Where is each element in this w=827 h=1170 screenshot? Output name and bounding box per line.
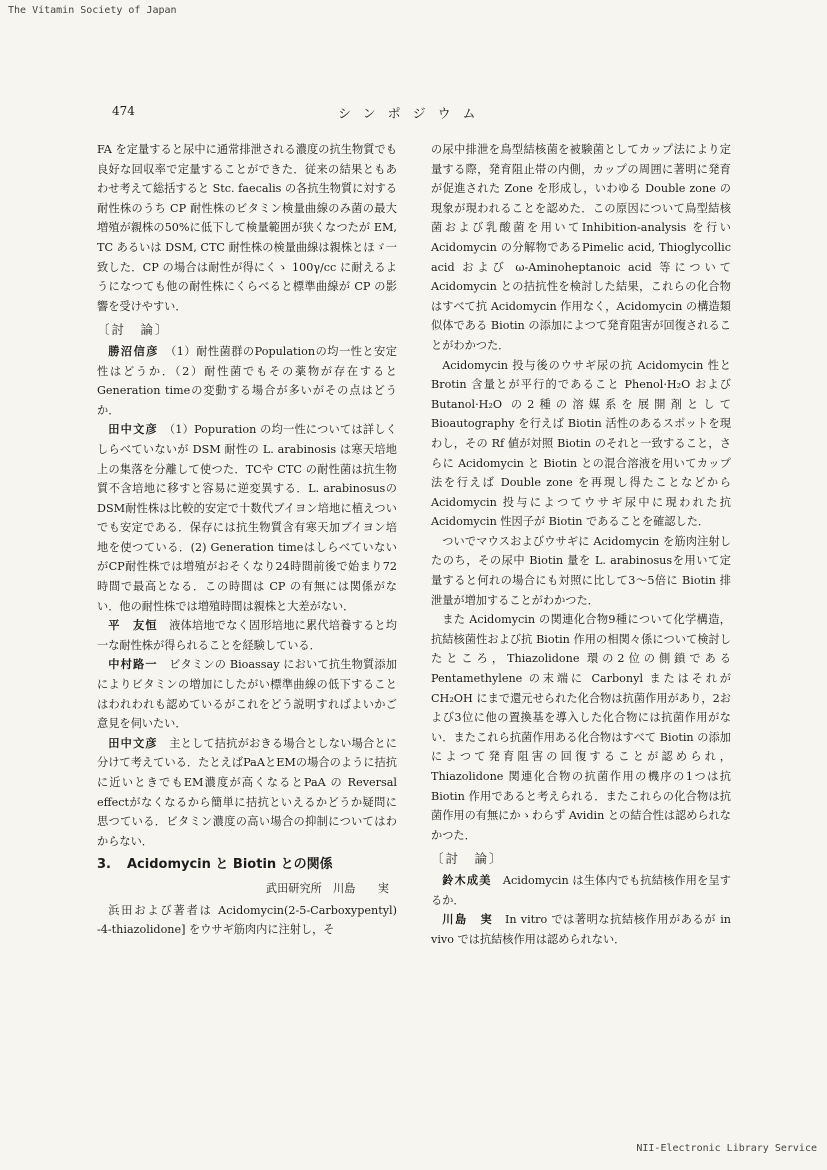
speaker: 勝沼信彦: [108, 343, 159, 358]
paragraph: 浜田および著者は Acidomycin(2-5-Carboxypentyl) -4-thiazolidone] をウサギ筋肉内に注射し，そ: [97, 903, 397, 937]
paragraph: Acidomycin 投与後のウサギ尿の抗 Acidomycin 性と Brotin 含量とが平行的であること Phenol·H₂O および Butanol·H₂O の2種の溶媒系を展開剤として Bioautography を行えば Biotin 活性のあるスポットを現わし，その Rf 値が対照 Biotin のそれと一致すること，さらに Acidomycin と Biotin との混合溶液を用いてカップ法を行えば Double zone を再現し得たことなどから Acidomycin 投与によつてウサギ尿中に現われた抗Acidomycin 性因子が Biotin であることを確認した．: [431, 358, 731, 529]
running-head: シンポジウム: [338, 107, 488, 122]
remark: 主として拮抗がおきる場合としない場合とに分けて考えている．たとえばPaAとEMの場合のように拮抗に近いときでもEM濃度が高くなるとPaA の Reversal effectがなくなるから簡単に拮抗といえるかどうか疑問に思つている．ビタミン濃度の高い場合の抑制についてはわからない．: [97, 736, 397, 848]
discussion-entry: [431, 871, 731, 910]
discussion-entry: [97, 616, 397, 655]
section-number: 3.: [97, 857, 111, 873]
discussion-entry: [97, 655, 397, 733]
discussion-entry: [97, 342, 397, 420]
remark: （1）Popuration の均一性については詳しくしらべていないが DSM 耐性の L. arabinosis は寒天培地上の集落を分離して使つた．TCや CTC の耐性菌は抗生物質不含培地に移すと容易に逆変異する．L. arabinosusの DSM耐性株は比較的安定で十数代ブイヨン培地に植えついでも安定である．保存には抗生物質含有寒天加ブイヨン培地を使つている．(2) Generation timeはしらべていないがCP耐性株では増殖がおそくなり24時間前後で始まり72時間で最高となる．この時間は CP の有無には関係がない．他の耐性株では増殖時間は親株と大差がない．: [97, 423, 397, 613]
speaker: 田中文彦: [108, 422, 158, 437]
header-society: The Vitamin Society of Japan: [8, 5, 177, 16]
remark: （1）耐性菌群のPopulationの均一性と安定性はどうか．（2）耐性菌でもその薬物が存在すると Generation timeの変動する場合が多いがその点はどうか．: [97, 344, 397, 417]
discussion-entry: [431, 910, 731, 949]
paragraph: ついでマウスおよびウサギに Acidomycin を筋肉注射したのち，その尿中 Biotin 量を L. arabinosusを用いて定量すると何れの場合にも対照に比して3〜5倍に Biotin 排泄量が増加することがわかつた．: [431, 534, 731, 607]
section-title: Acidomycin と Biotin との関係: [126, 857, 333, 873]
discussion-label: 〔討 論〕: [97, 322, 170, 338]
remark: Acidomycin は生体内でも抗結核作用を呈するか．: [431, 873, 731, 907]
discussion-entry: [97, 734, 397, 852]
speaker: 田中文彦: [108, 735, 158, 750]
paragraph: FA を定量すると尿中に通常排泄される濃度の抗生物質でも良好な回収率で定量することができた．従来の結果ともあわせ考えて総括すると Stc. faecalis の各抗生物質に対する耐性株のうち CP 耐性株のビタミン検量曲線のみ菌の最大増殖が親株の50%に低下して検量範囲が狭くなつたが EM, TC あるいは DSM, CTC 耐性株の検量曲線は親株とほゞ一致した．CP の場合は耐性が得にくゝ 100γ/cc に耐えるようになつても他の耐性株にくらべると標準曲線が CP の影響を受けやすい．: [97, 143, 397, 313]
discussion-label: 〔討 論〕: [431, 851, 504, 867]
speaker: 川島 実: [442, 912, 494, 927]
speaker: 中村路一: [108, 657, 158, 672]
discussion-entry: [97, 420, 397, 616]
section-heading: [97, 855, 397, 875]
remark: ビタミンの Bioassay において抗生物質添加によりビタミンの増加にしたがい標準曲線の低下することはわれわれも認めているがこれをどう説明すればよいかご意見を伺いたい．: [97, 658, 397, 731]
remark: In vitro では著明な抗結核作用があるが in vivo では抗結核作用は認められない．: [431, 913, 731, 946]
page-number: 474: [112, 104, 135, 118]
remark: 液体培地でなく固形培地に累代培養すると均一な耐性株が得られることを経験している．: [97, 619, 397, 652]
left-column: [97, 140, 397, 940]
right-column: [431, 140, 731, 949]
paragraph: の尿中排泄を鳥型結核菌を被験菌としてカップ法により定量する際，発育阻止帯の内側，カップの周囲に著明に発育が促進された Zone を形成し，いわゆる Double zone の現象が現われることを認めた．この原因について鳥型結核菌および乳酸菌を用いてInhibition-analysis を行い Acidomycin の分解物であるPimelic acid, Thioglycollic acid および ω-Aminoheptanoic acid 等について Acidomycin との拮抗性を検討した結果，これらの化合物はすべて抗 Acidomycin 作用なく，Acidomycin の構造類似体である Biotin の添加によつて発育阻害が回復されることがわかつた．: [431, 143, 731, 352]
speaker: 鈴木成美: [442, 872, 492, 887]
speaker: 平 友恒: [108, 618, 158, 633]
paragraph: また Acidomycin の関連化合物9種について化学構造，抗結核菌性および抗 Biotin 作用の相関々係について検討したところ，Thiazolidone 環の2位の側鎖である Pentamethylene の末端に Carbonyl またはそれが CH₂OH にまで還元せられた化合物は抗菌作用があり，2および3位に他の置換基を導入した化合物には抗菌作用がない．またこれら抗菌作用ある化合物はすべて Biotin の添加によつて発育阻害の回復することが認められ，Thiazolidone 関連化合物の抗菌作用の機序の1つは抗 Biotin 作用であると考えられる．またこれらの化合物は抗菌作用の有無にかゝわらず Avidin との結合性は認められなかつた．: [431, 613, 731, 842]
footer-library: NII-Electronic Library Service: [636, 1143, 817, 1154]
affiliation: 武田研究所 川島 実: [265, 881, 389, 895]
